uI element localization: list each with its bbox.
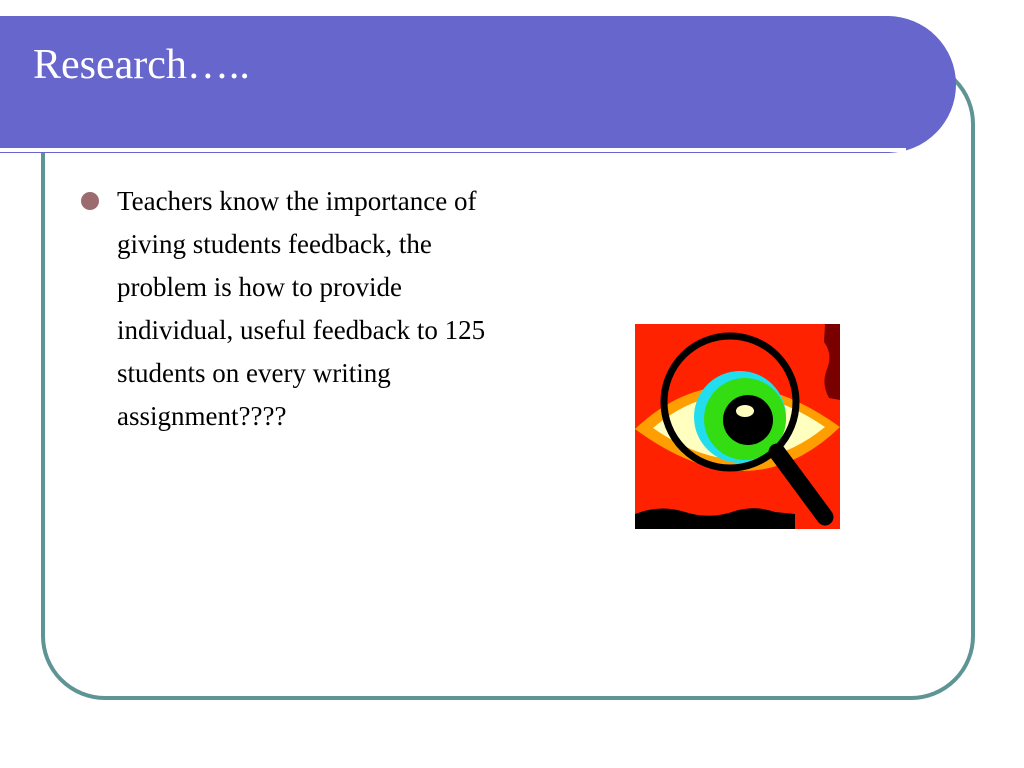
bullet-icon bbox=[81, 192, 99, 210]
slide-title: Research….. bbox=[33, 42, 250, 88]
bullet-text: Teachers know the importance of giving students feedback, the problem is how to provide individual, useful feedback to 125 students on every writing assignment???? bbox=[117, 186, 486, 431]
pupil-highlight bbox=[736, 405, 754, 417]
magnifying-glass-eye-icon bbox=[635, 324, 840, 529]
pupil bbox=[723, 395, 773, 445]
title-underline bbox=[0, 148, 906, 152]
